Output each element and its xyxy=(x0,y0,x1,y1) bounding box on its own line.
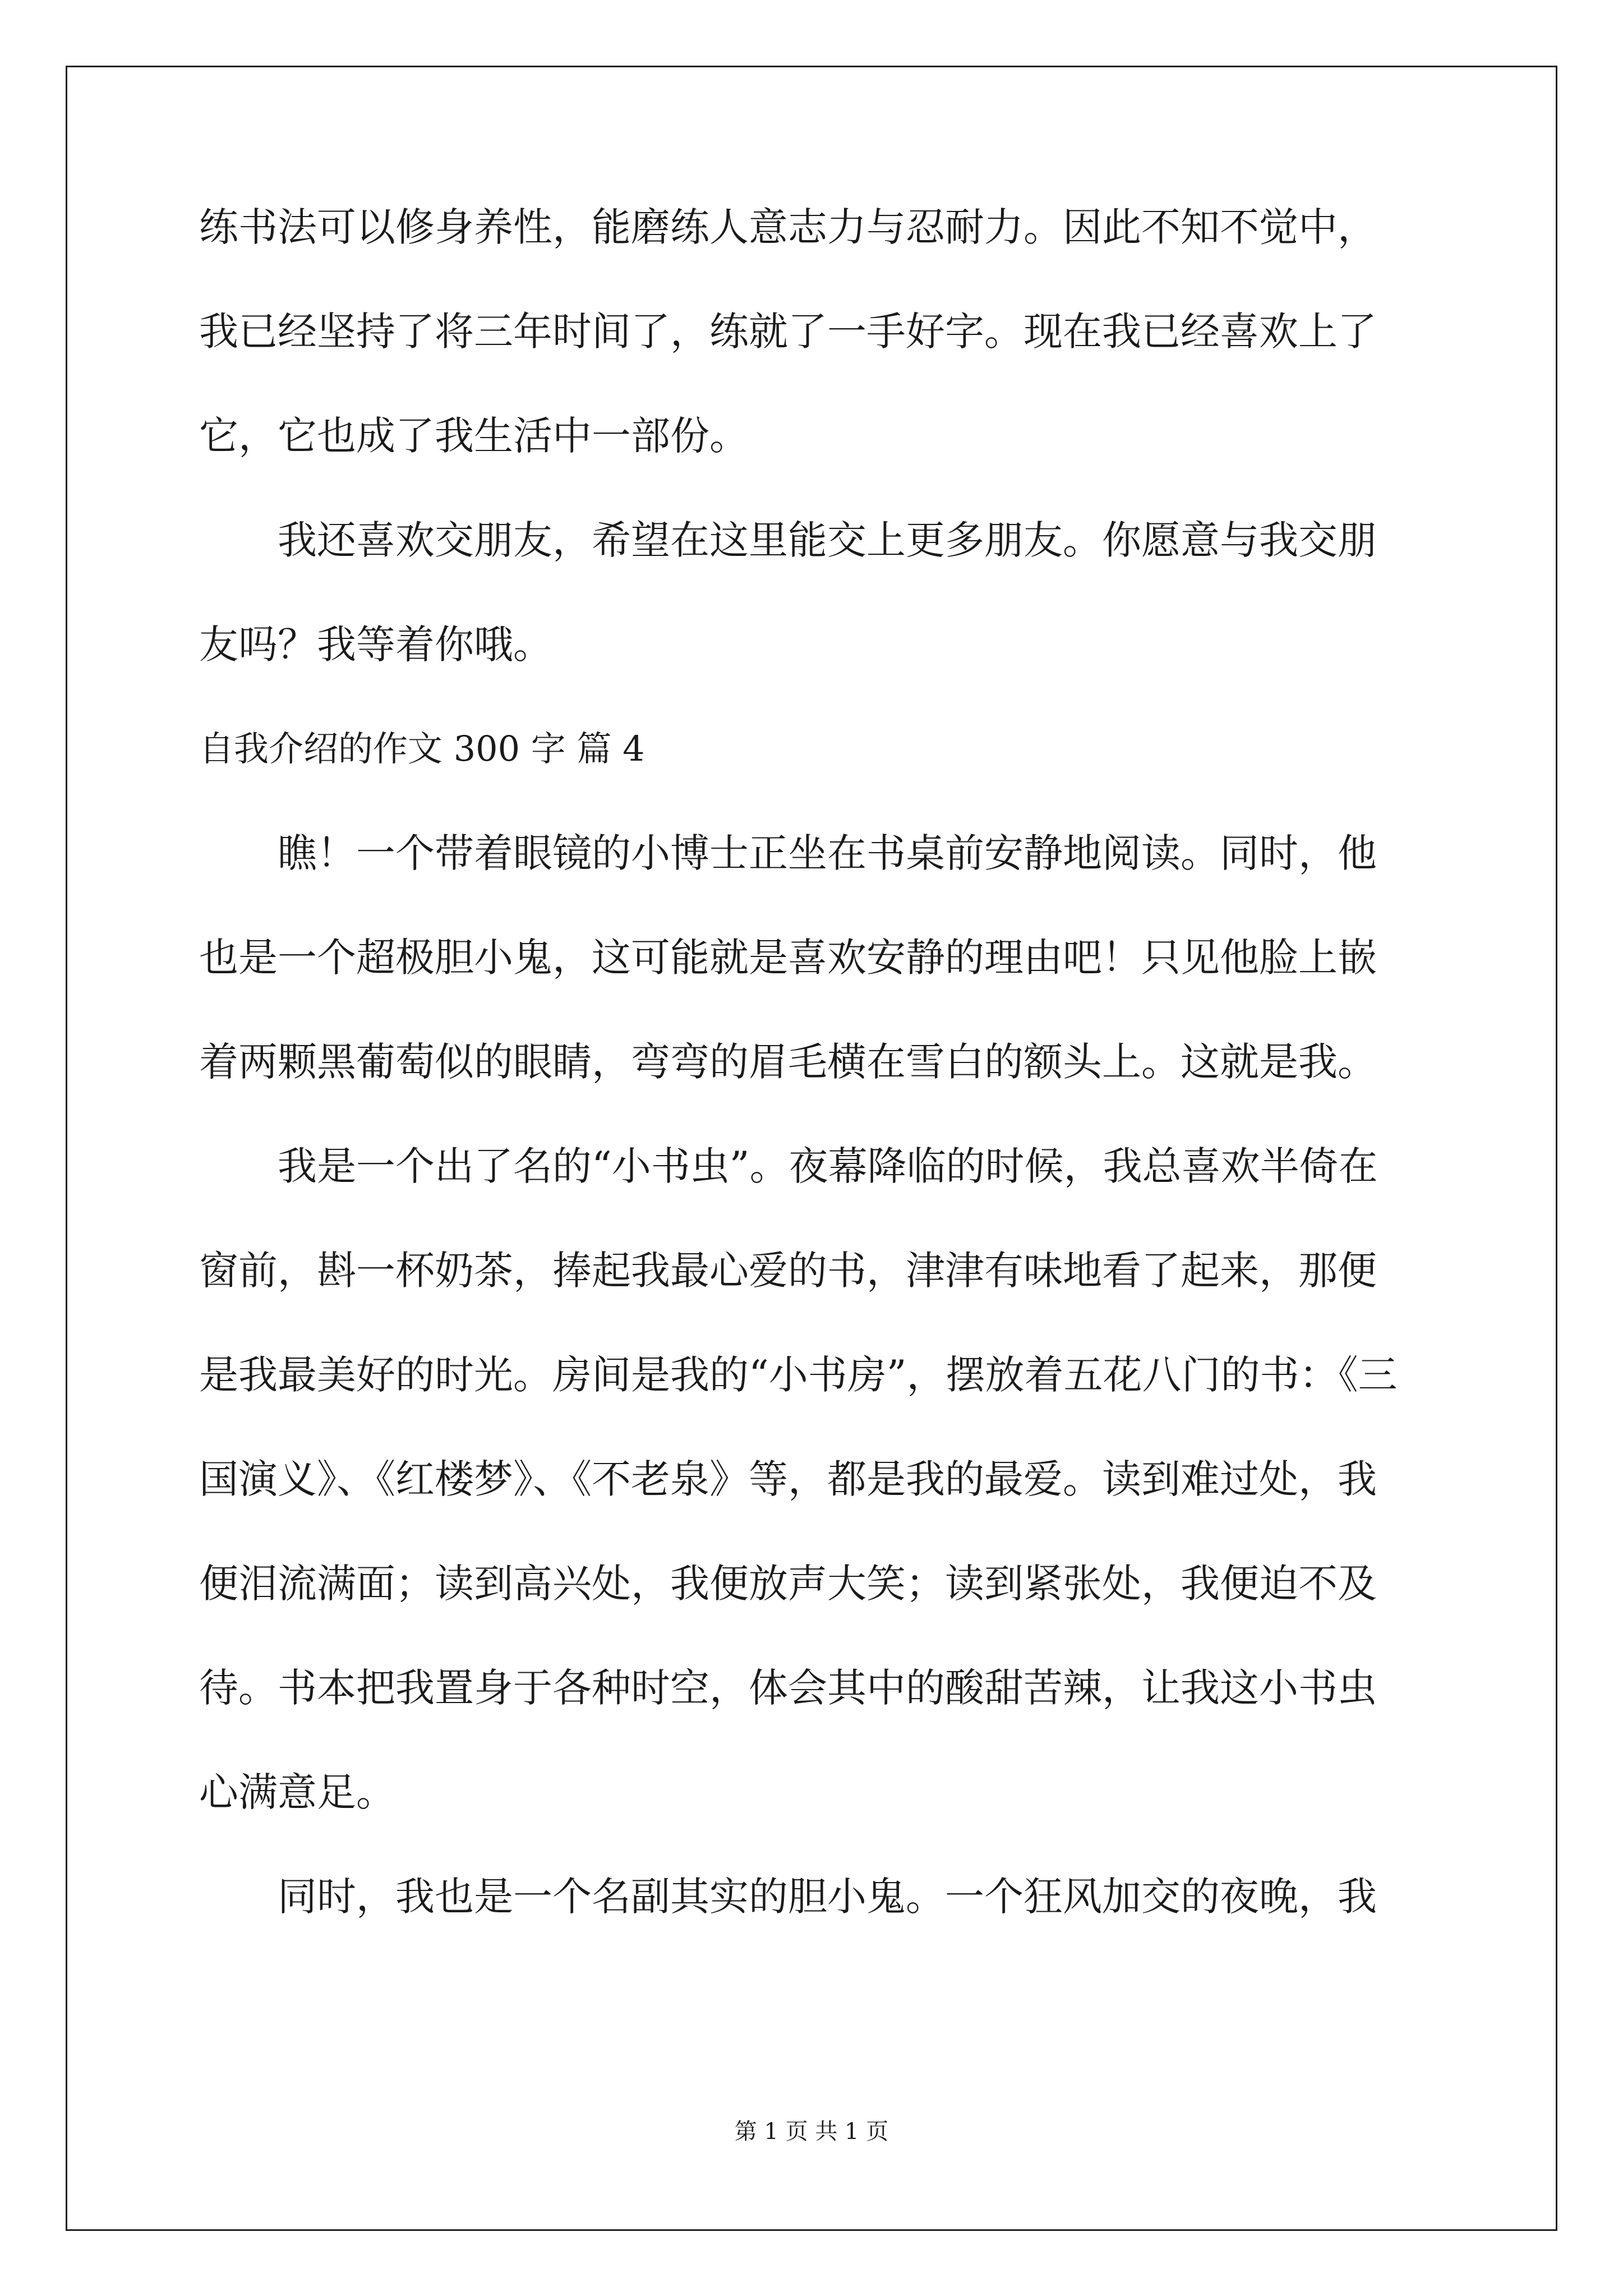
paragraph-line: 便泪流满面；读到高兴处，我便放声大笑；读到紧张处，我便迫不及 xyxy=(199,1561,1377,1607)
paragraph-line: 我是一个出了名的“小书虫”。夜幕降临的时候，我总喜欢半倚在 xyxy=(278,1143,1378,1189)
paragraph-line: 待。书本把我置身于各种时空，体会其中的酸甜苦辣，让我这小书虫 xyxy=(199,1665,1377,1711)
paragraph-line: 我已经坚持了将三年时间了，练就了一手好字。现在我已经喜欢上了 xyxy=(199,309,1377,355)
section-heading: 自我介绍的作文 300 字 篇 4 xyxy=(199,728,645,769)
paragraph-line: 心满意足。 xyxy=(199,1769,395,1815)
paragraph-line: 也是一个超极胆小鬼，这可能就是喜欢安静的理由吧！只见他脸上嵌 xyxy=(199,935,1377,981)
paragraph-line: 同时，我也是一个名副其实的胆小鬼。一个狂风加交的夜晚，我 xyxy=(278,1874,1377,1920)
page-number-footer: 第 1 页 共 1 页 xyxy=(734,2119,889,2145)
paragraph-line: 瞧！一个带着眼镜的小博士正坐在书桌前安静地阅读。同时，他 xyxy=(278,830,1377,876)
paragraph-line: 友吗？我等着你哦。 xyxy=(199,622,552,668)
paragraph-line: 它，它也成了我生活中一部份。 xyxy=(199,413,749,459)
document-body xyxy=(199,204,1427,1920)
paragraph-line: 着两颗黑葡萄似的眼睛，弯弯的眉毛横在雪白的额头上。这就是我。 xyxy=(199,1039,1377,1085)
paragraph-line: 是我最美好的时光。房间是我的“小书房”，摆放着五花八门的书：《三 xyxy=(199,1352,1398,1398)
paragraph-line: 窗前，斟一杯奶茶，捧起我最心爱的书，津津有味地看了起来，那便 xyxy=(199,1248,1377,1294)
paragraph-line: 练书法可以修身养性，能磨练人意志力与忍耐力。因此不知不觉中， xyxy=(199,204,1377,250)
paragraph-line: 国演义》、《红楼梦》、《不老泉》等，都是我的最爱。读到难过处，我 xyxy=(199,1456,1377,1502)
paragraph-line: 我还喜欢交朋友，希望在这里能交上更多朋友。你愿意与我交朋 xyxy=(278,517,1377,563)
